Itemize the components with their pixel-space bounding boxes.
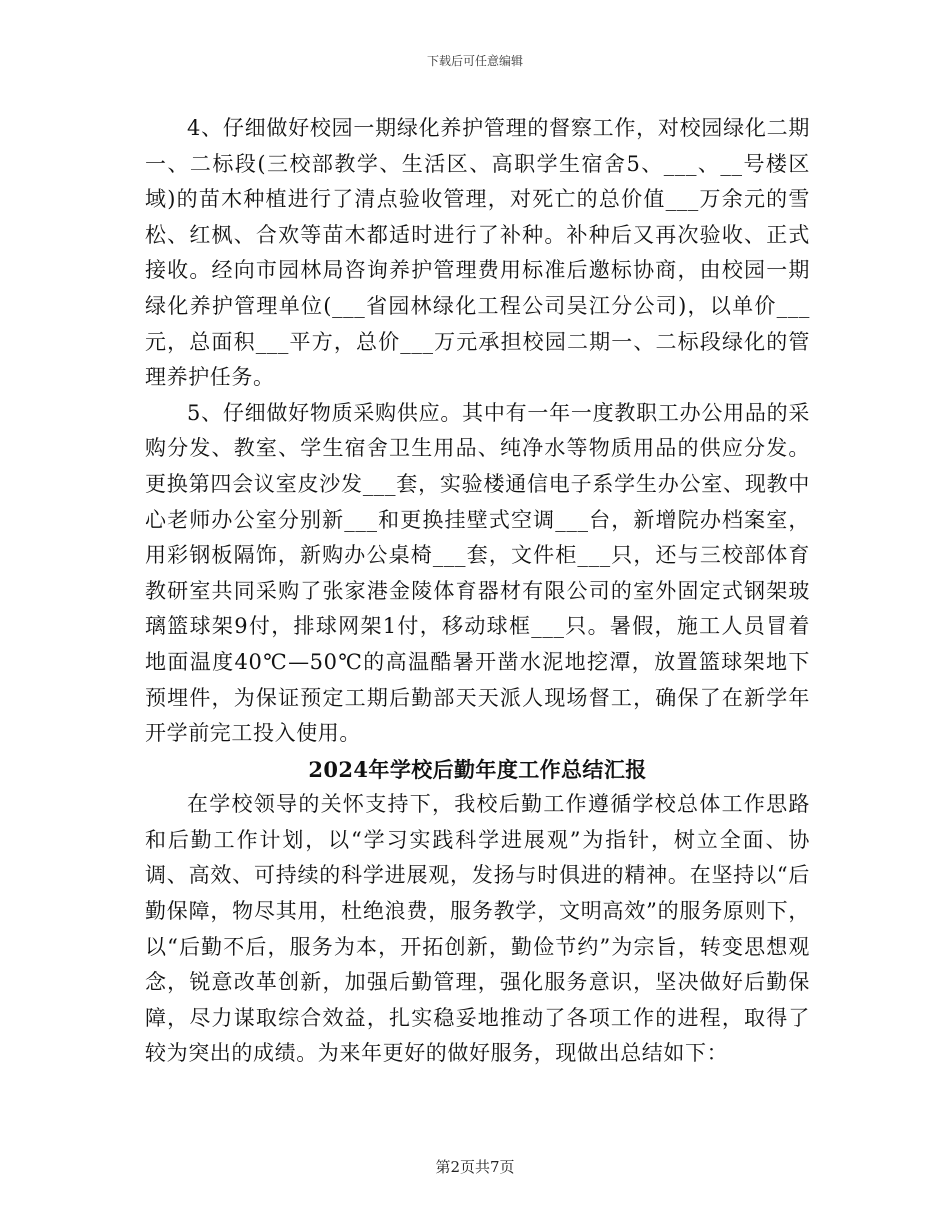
document-body [145, 111, 810, 1072]
page-number: 第2页共7页 [435, 1158, 515, 1176]
section-title: 2024年学校后勤年度工作总结汇报 [308, 756, 647, 782]
paragraph-item-4: 4、仔细做好校园一期绿化养护管理的督察工作，对校园绿化二期一、二标段(三校部教学、生活区、高职学生宿舍5、___、__号楼区域)的苗木种植进行了清点验收管理，对死亡的总价值___万余元的雪松、红枫、合欢等苗木都适时进行了补种。补种后又再次验收、正式接收。经向市园林局咨询养护管理费用标准后邀标协商，由校园一期绿化养护管理单位(___省园林绿化工程公司吴江分公司)，以单价___元，总面积___平方，总价___万元承担校园二期一、二标段绿化的管理养护任务。 [145, 116, 810, 390]
paragraph-item-5: 5、仔细做好物质采购供应。其中有一年一度教职工办公用品的采购分发、教室、学生宿舍卫生用品、纯净水等物质用品的供应分发。更换第四会议室皮沙发___套，实验楼通信电子系学生办公室、现教中心老师办公室分别新___和更换挂壁式空调___台，新增院办档案室，用彩钢板隔饰，新购办公桌椅___套，文件柜___只，还与三校部体育教研室共同采购了张家港金陵体育器材有限公司的室外固定式钢架玻璃篮球架9付，排球网架1付，移动球框___只。暑假，施工人员冒着地面温度40℃—50℃的高温酷暑开凿水泥地挖潭，放置篮球架地下预埋件，为保证预定工期后勤部天天派人现场督工，确保了在新学年开学前完工投入使用。 [145, 400, 810, 746]
section-intro-paragraph: 在学校领导的关怀支持下，我校后勤工作遵循学校总体工作思路和后勤工作计划，以“学习实践科学进展观”为指针，树立全面、协调、高效、可持续的科学进展观，发扬与时俱进的精神。在坚持以“后勤保障，物尽其用，杜绝浪费，服务教学，文明高效”的服务原则下，以“后勤不后，服务为本，开拓创新，勤俭节约”为宗旨，转变思想观念，锐意改革创新，加强后勤管理，强化服务意识，坚决做好后勤保障，尽力谋取综合效益，扎实稳妥地推动了各项工作的进程，取得了较为突出的成绩。为来年更好的做好服务，现做出总结如下： [145, 792, 810, 1066]
page-header: 下载后可任意编辑 [426, 54, 523, 68]
